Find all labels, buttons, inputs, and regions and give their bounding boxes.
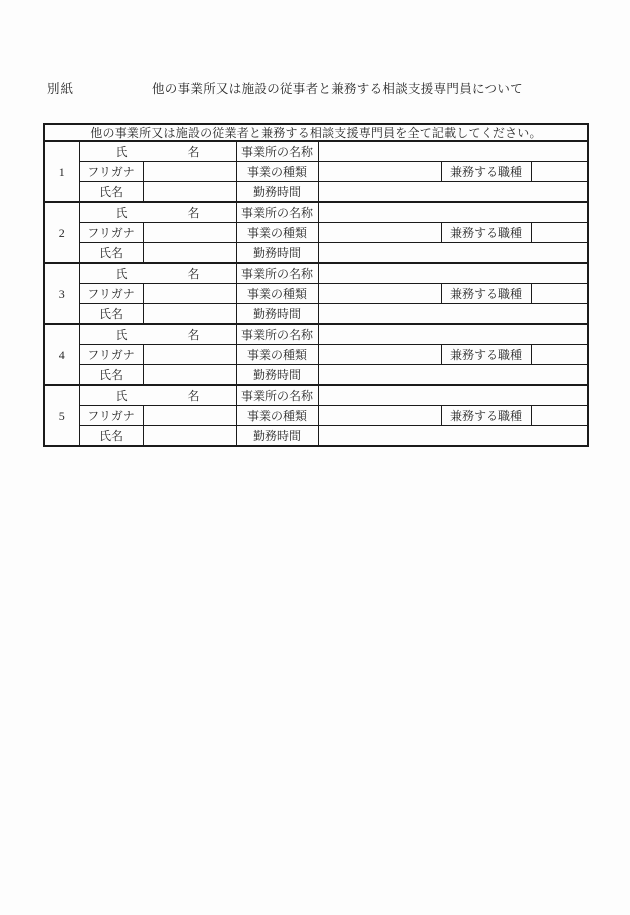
entry-5-row-furigana: [44, 406, 588, 426]
name-input: [143, 243, 236, 264]
entry-3-row-name-header: [44, 263, 588, 284]
table-instruction: 他の事業所又は施設の従業者と兼務する相談支援専門員を全て記載してください。: [44, 124, 588, 141]
working-hours-input: [318, 304, 588, 325]
business-type-label: 事業の種類: [236, 284, 318, 304]
entry-2-row-furigana: [44, 223, 588, 243]
name-input: [143, 182, 236, 203]
furigana-input: [143, 406, 236, 426]
office-name-label: 事業所の名称: [236, 324, 318, 345]
business-type-input: [318, 345, 441, 365]
office-name-input: [318, 263, 588, 284]
instruction-row: [44, 124, 588, 141]
furigana-input: [143, 223, 236, 243]
name-header-cell: 氏 名: [79, 385, 236, 406]
concurrent-role-label: 兼務する職種: [441, 406, 531, 426]
office-name-label: 事業所の名称: [236, 263, 318, 284]
entry-4-number: 4: [44, 324, 79, 385]
concurrent-role-input: [531, 284, 588, 304]
furigana-input: [143, 162, 236, 182]
entry-2-number: 2: [44, 202, 79, 263]
entry-3-number: 3: [44, 263, 79, 324]
business-type-label: 事業の種類: [236, 345, 318, 365]
working-hours-label: 勤務時間: [236, 304, 318, 325]
business-type-label: 事業の種類: [236, 223, 318, 243]
entry-1-row-name-header: [44, 141, 588, 162]
business-type-input: [318, 284, 441, 304]
concurrent-role-label: 兼務する職種: [441, 345, 531, 365]
entry-4-row-furigana: [44, 345, 588, 365]
business-type-input: [318, 223, 441, 243]
name-label: 氏名: [79, 182, 143, 203]
working-hours-label: 勤務時間: [236, 365, 318, 386]
office-name-input: [318, 324, 588, 345]
concurrent-staff-form-table: [43, 123, 589, 447]
office-name-label: 事業所の名称: [236, 141, 318, 162]
name-label: 氏名: [79, 365, 143, 386]
name-label: 氏名: [79, 243, 143, 264]
working-hours-input: [318, 243, 588, 264]
working-hours-input: [318, 426, 588, 447]
name-header-cell: 氏 名: [79, 141, 236, 162]
entry-5-row-name: [44, 426, 588, 447]
name-label: 氏名: [79, 426, 143, 447]
business-type-label: 事業の種類: [236, 162, 318, 182]
name-input: [143, 426, 236, 447]
working-hours-input: [318, 365, 588, 386]
furigana-input: [143, 345, 236, 365]
office-name-label: 事業所の名称: [236, 385, 318, 406]
concurrent-role-label: 兼務する職種: [441, 223, 531, 243]
office-name-input: [318, 202, 588, 223]
entry-2-row-name-header: [44, 202, 588, 223]
name-input: [143, 304, 236, 325]
entry-1-number: 1: [44, 141, 79, 202]
furigana-label: フリガナ: [79, 284, 143, 304]
business-type-input: [318, 406, 441, 426]
entry-4-row-name-header: [44, 324, 588, 345]
attachment-label: 別紙: [47, 82, 75, 96]
working-hours-label: 勤務時間: [236, 426, 318, 447]
concurrent-role-input: [531, 162, 588, 182]
name-header-cell: 氏 名: [79, 202, 236, 223]
concurrent-role-input: [531, 223, 588, 243]
furigana-label: フリガナ: [79, 223, 143, 243]
concurrent-role-label: 兼務する職種: [441, 162, 531, 182]
furigana-label: フリガナ: [79, 345, 143, 365]
entry-5-number: 5: [44, 385, 79, 446]
entry-3-row-furigana: [44, 284, 588, 304]
entry-1-row-furigana: [44, 162, 588, 182]
entry-2-row-name: [44, 243, 588, 264]
office-name-input: [318, 385, 588, 406]
name-input: [143, 365, 236, 386]
office-name-label: 事業所の名称: [236, 202, 318, 223]
business-type-label: 事業の種類: [236, 406, 318, 426]
office-name-input: [318, 141, 588, 162]
business-type-input: [318, 162, 441, 182]
furigana-label: フリガナ: [79, 162, 143, 182]
entry-4-row-name: [44, 365, 588, 386]
working-hours-input: [318, 182, 588, 203]
furigana-label: フリガナ: [79, 406, 143, 426]
working-hours-label: 勤務時間: [236, 182, 318, 203]
concurrent-role-input: [531, 406, 588, 426]
name-header-cell: 氏 名: [79, 263, 236, 284]
concurrent-role-label: 兼務する職種: [441, 284, 531, 304]
entry-1-row-name: [44, 182, 588, 203]
concurrent-role-input: [531, 345, 588, 365]
working-hours-label: 勤務時間: [236, 243, 318, 264]
name-header-cell: 氏 名: [79, 324, 236, 345]
document-title: 他の事業所又は施設の従事者と兼務する相談支援専門員について: [152, 82, 523, 96]
furigana-input: [143, 284, 236, 304]
entry-3-row-name: [44, 304, 588, 325]
entry-5-row-name-header: [44, 385, 588, 406]
name-label: 氏名: [79, 304, 143, 325]
